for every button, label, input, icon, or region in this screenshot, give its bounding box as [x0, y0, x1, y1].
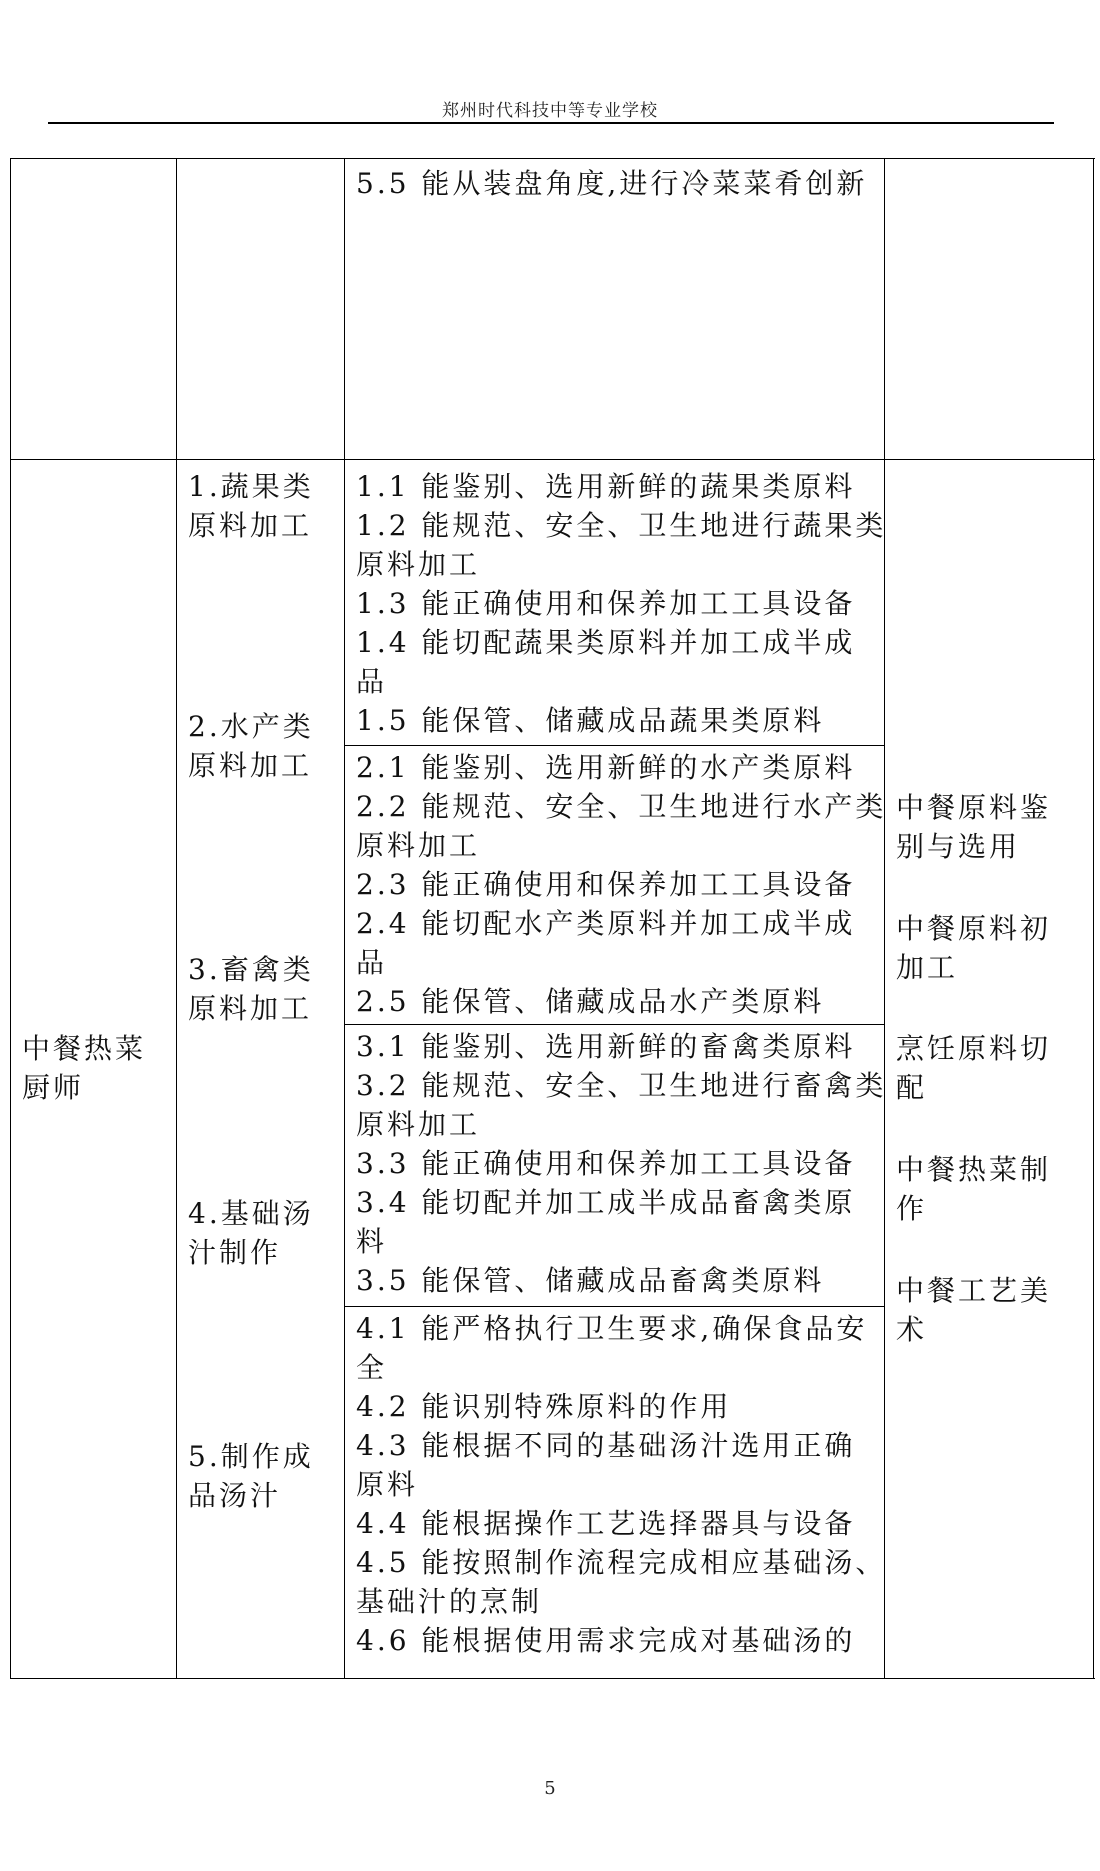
task-5-line-1: 5.制作成 — [188, 1440, 314, 1473]
task-1-line-2: 原料加工 — [188, 509, 313, 542]
skill-4-2: 4.2 能识别特殊原料的作用 — [356, 1390, 732, 1423]
table-border-top — [10, 158, 1095, 159]
skill-5-5-text: 5.5 能从装盘角度,进行冷菜菜肴创新 — [356, 167, 868, 200]
skill-2-2-cont: 原料加工 — [356, 829, 481, 862]
task-3-line-1: 3.畜禽类 — [188, 953, 314, 986]
task-2-line-1: 2.水产类 — [188, 710, 314, 743]
task-4-line-2: 汁制作 — [188, 1236, 282, 1269]
skill-3-2-cont: 原料加工 — [356, 1108, 481, 1141]
skill-1-2-cont: 原料加工 — [356, 548, 481, 581]
skill-4-4: 4.4 能根据操作工艺选择器具与设备 — [356, 1507, 856, 1540]
skill-4-3: 4.3 能根据不同的基础汤汁选用正确 — [356, 1429, 856, 1462]
skill-1-4-cont: 品 — [356, 665, 388, 698]
task-3-line-2: 原料加工 — [188, 992, 313, 1025]
skill-4-1-cont: 全 — [356, 1351, 388, 1384]
skill-1-3: 1.3 能正确使用和保养加工工具设备 — [356, 587, 856, 620]
table-border-left — [10, 158, 11, 1679]
skill-4-6: 4.6 能根据使用需求完成对基础汤的 — [356, 1624, 856, 1657]
course-2-line-1: 中餐原料初 — [896, 912, 1052, 945]
task-4-line-1: 4.基础汤 — [188, 1197, 314, 1230]
skill-divider-3 — [344, 1306, 884, 1307]
skill-2-2: 2.2 能规范、安全、卫生地进行水产类 — [356, 790, 887, 823]
skill-3-4: 3.4 能切配并加工成半成品畜禽类原 — [356, 1186, 856, 1219]
column-divider-1 — [176, 158, 177, 1679]
header-rule — [48, 122, 1054, 124]
skill-2-3: 2.3 能正确使用和保养加工工具设备 — [356, 868, 856, 901]
skill-4-5-cont: 基础汁的烹制 — [356, 1585, 543, 1618]
row-divider — [10, 459, 1095, 460]
curriculum-table — [10, 158, 1095, 1679]
skill-4-1: 4.1 能严格执行卫生要求,确保食品安 — [356, 1312, 868, 1345]
column-divider-2 — [344, 158, 345, 1679]
page-header-title: 郑州时代科技中等专业学校 — [442, 101, 658, 121]
course-5-line-1: 中餐工艺美 — [896, 1274, 1052, 1307]
skill-3-5: 3.5 能保管、储藏成品畜禽类原料 — [356, 1264, 825, 1297]
skill-3-4-cont: 料 — [356, 1225, 388, 1258]
skill-2-4: 2.4 能切配水产类原料并加工成半成 — [356, 907, 856, 940]
task-1-line-1: 1.蔬果类 — [188, 470, 314, 503]
course-4-line-1: 中餐热菜制 — [896, 1153, 1052, 1186]
page-number: 5 — [544, 1778, 556, 1799]
skill-2-4-cont: 品 — [356, 946, 388, 979]
skill-3-3: 3.3 能正确使用和保养加工工具设备 — [356, 1147, 856, 1180]
skill-1-1: 1.1 能鉴别、选用新鲜的蔬果类原料 — [356, 470, 856, 503]
skill-divider-1 — [344, 745, 884, 746]
skill-1-5: 1.5 能保管、储藏成品蔬果类原料 — [356, 704, 825, 737]
course-3-line-1: 烹饪原料切 — [896, 1032, 1052, 1065]
course-1-line-1: 中餐原料鉴 — [896, 791, 1052, 824]
skill-1-2: 1.2 能规范、安全、卫生地进行蔬果类 — [356, 509, 887, 542]
skill-divider-2 — [344, 1024, 884, 1025]
job-title-line-2: 厨师 — [22, 1071, 85, 1104]
course-5-line-2: 术 — [896, 1313, 928, 1346]
course-3-line-2: 配 — [896, 1071, 928, 1104]
skill-2-1: 2.1 能鉴别、选用新鲜的水产类原料 — [356, 751, 856, 784]
course-1-line-2: 别与选用 — [896, 830, 1021, 863]
task-5-line-2: 品汤汁 — [188, 1479, 282, 1512]
job-title-line-1: 中餐热菜 — [22, 1032, 147, 1065]
skill-4-3-cont: 原料 — [356, 1468, 419, 1501]
course-4-line-2: 作 — [896, 1192, 928, 1225]
course-2-line-2: 加工 — [896, 951, 959, 984]
column-divider-3 — [884, 158, 885, 1679]
table-border-bottom — [10, 1678, 1095, 1679]
skill-2-5: 2.5 能保管、储藏成品水产类原料 — [356, 985, 825, 1018]
skill-4-5: 4.5 能按照制作流程完成相应基础汤、 — [356, 1546, 887, 1579]
skill-1-4: 1.4 能切配蔬果类原料并加工成半成 — [356, 626, 856, 659]
skill-3-1: 3.1 能鉴别、选用新鲜的畜禽类原料 — [356, 1030, 856, 1063]
task-2-line-2: 原料加工 — [188, 749, 313, 782]
skill-3-2: 3.2 能规范、安全、卫生地进行畜禽类 — [356, 1069, 887, 1102]
table-border-right — [1093, 158, 1094, 1679]
